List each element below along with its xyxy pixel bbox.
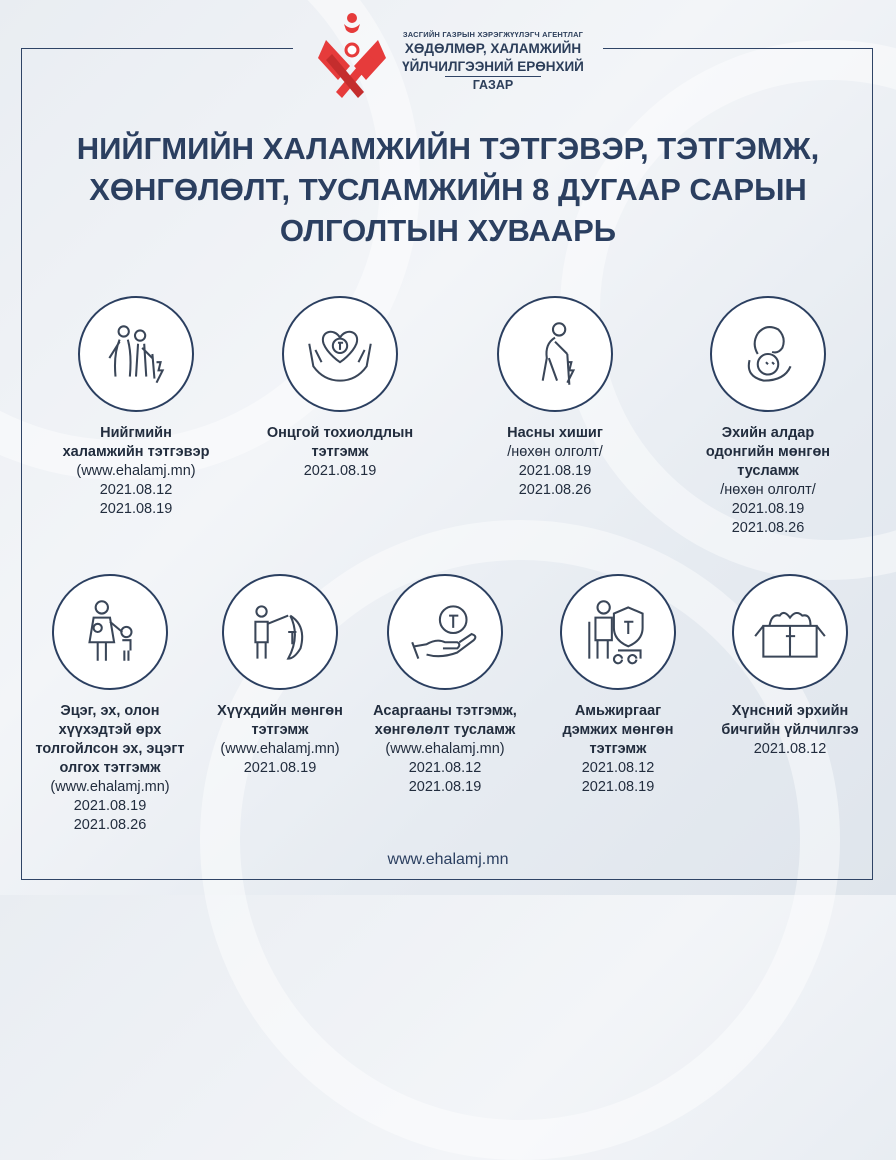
benefit-date: 2021.08.12: [99, 482, 173, 498]
title-line-1: НИЙГМИЙН ХАЛАМЖИЙН ТЭТГЭВЭР, ТЭТГЭМЖ,: [76, 131, 820, 166]
benefit-icon-circle: [52, 574, 168, 690]
benefit-title-line: Насны хишиг: [507, 425, 603, 441]
benefit-date: 2021.08.19: [73, 798, 147, 814]
benefit-food-stamp: [700, 574, 880, 759]
benefit-title-line: Эхийн алдар: [721, 425, 815, 441]
benefit-date: 2021.08.12: [753, 741, 827, 757]
benefit-date: 2021.08.12: [408, 760, 482, 776]
benefit-date: 2021.08.26: [518, 482, 592, 498]
benefit-title-line: Хүүхдийн мөнгөн: [217, 703, 343, 719]
benefit-date: 2021.08.26: [731, 520, 805, 536]
agency-name-line3: ГАЗАР: [445, 76, 542, 92]
agency-name-line2: ҮЙЛЧИЛГЭЭНИЙ ЕРӨНХИЙ: [402, 59, 584, 74]
benefit-title-line: дэмжих мөнгөн: [562, 722, 674, 738]
benefit-title: [250, 424, 430, 462]
benefit-living-support: [528, 574, 708, 797]
benefit-date: 2021.08.19: [99, 501, 173, 517]
benefit-care-allowance: [355, 574, 535, 797]
benefit-title: [465, 424, 645, 443]
agency-emblem-icon: [314, 10, 386, 98]
caregiver-shield-icon: [577, 591, 659, 673]
mother-baby-icon: [727, 313, 809, 395]
benefit-website: (www.ehalamj.mn): [385, 741, 505, 757]
benefit-title-line: Амьжиргааг: [574, 703, 662, 719]
benefit-date: 2021.08.19: [243, 760, 317, 776]
elderly-cane-icon: [514, 313, 596, 395]
benefit-icon-circle: [222, 574, 338, 690]
benefit-title: [528, 702, 708, 759]
food-box-icon: [749, 591, 831, 673]
benefit-date: 2021.08.19: [303, 463, 377, 479]
benefit-single-parent: [20, 574, 200, 835]
benefit-title: [355, 702, 535, 740]
benefit-title-line: олгох тэтгэмж: [59, 760, 161, 776]
benefit-website: (www.ehalamj.mn): [220, 741, 340, 757]
benefit-title-line: тэтгэмж: [589, 741, 647, 757]
benefit-date: 2021.08.12: [581, 760, 655, 776]
benefit-title-line: Онцгой тохиолдлын: [266, 425, 414, 441]
agency-logo: [308, 8, 598, 100]
benefit-website: (www.ehalamj.mn): [76, 463, 196, 479]
benefit-icon-circle: [497, 296, 613, 412]
benefit-note: /нөхөн олголт/: [507, 444, 603, 460]
title-line-3: ОЛГОЛТЫН ХУВААРЬ: [279, 213, 617, 248]
benefit-icon-circle: [387, 574, 503, 690]
benefit-date: 2021.08.19: [731, 501, 805, 517]
benefit-title-line: тэтгэмж: [251, 722, 309, 738]
parent-children-icon: [69, 591, 151, 673]
benefit-emergency-allowance: [250, 296, 430, 481]
benefit-title-line: хүүхэдтэй өрх: [58, 722, 162, 738]
benefit-title-line: Нийгмийн: [100, 425, 172, 441]
page-title: [40, 128, 856, 251]
benefit-title-line: бичгийн үйлчилгээ: [721, 722, 859, 738]
benefit-title-line: халамжийн тэтгэвэр: [62, 444, 210, 460]
benefit-date: 2021.08.19: [518, 463, 592, 479]
hand-coin-icon: [404, 591, 486, 673]
benefit-title: [20, 702, 200, 778]
benefit-note: /нөхөн олголт/: [720, 482, 816, 498]
benefit-date: 2021.08.26: [73, 817, 147, 833]
benefit-date: 2021.08.19: [408, 779, 482, 795]
benefit-title-line: Эцэг, эх, олон: [60, 703, 160, 719]
benefit-date: 2021.08.19: [581, 779, 655, 795]
benefit-child-money: [190, 574, 370, 778]
benefit-icon-circle: [560, 574, 676, 690]
hands-heart-icon: [299, 313, 381, 395]
benefit-title: [190, 702, 370, 740]
benefit-mother-glory-order: [668, 296, 868, 538]
benefit-title-line: тусламж: [737, 463, 799, 479]
agency-name-line1: ХӨДӨЛМӨР, ХАЛАМЖИЙН: [404, 41, 582, 56]
benefit-age-gift: [465, 296, 645, 500]
benefit-website: (www.ehalamj.mn): [50, 779, 170, 795]
benefit-icon-circle: [282, 296, 398, 412]
benefit-title-line: Асаргааны тэтгэмж,: [373, 703, 517, 719]
benefit-title-line: хөнгөлөлт тусламж: [374, 722, 516, 738]
elderly-couple-icon: [95, 313, 177, 395]
benefit-title-line: тэтгэмж: [311, 444, 369, 460]
benefit-icon-circle: [78, 296, 194, 412]
benefit-title-line: одонгийн мөнгөн: [705, 444, 831, 460]
title-line-2: ХӨНГӨЛӨЛТ, ТУСЛАМЖИЙН 8 ДУГААР САРЫН: [89, 172, 807, 207]
benefit-title: [668, 424, 868, 481]
benefit-title-line: Хүнсний эрхийн: [731, 703, 849, 719]
benefit-icon-circle: [710, 296, 826, 412]
benefit-title: [700, 702, 880, 740]
benefit-title: [36, 424, 236, 462]
benefit-icon-circle: [732, 574, 848, 690]
child-coin-icon: [239, 591, 321, 673]
benefit-social-pension: [36, 296, 236, 519]
benefit-title-line: толгойлсон эх, эцэгт: [35, 741, 185, 757]
agency-subtitle: ЗАСГИЙН ГАЗРЫН ХЭРЭГЖҮҮЛЭГЧ АГЕНТЛАГ: [402, 30, 584, 39]
footer-website-link[interactable]: www.ehalamj.mn: [387, 851, 509, 868]
